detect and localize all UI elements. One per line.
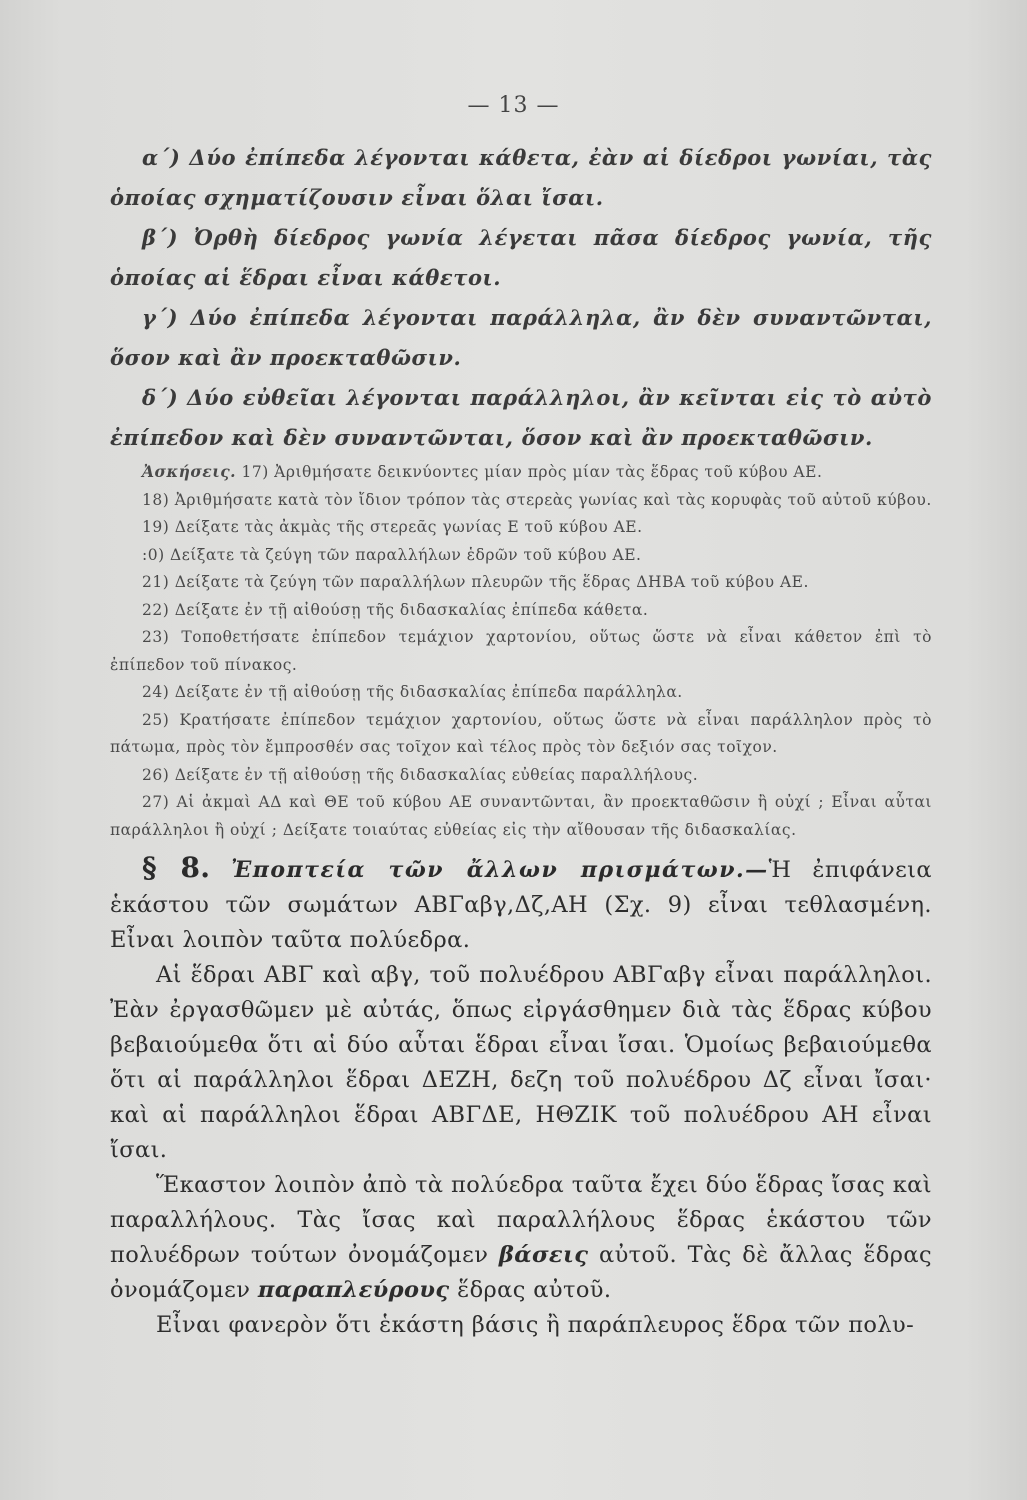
paragraph-definitions-bases [110, 1168, 932, 1308]
page-number: — 13 — [467, 93, 560, 118]
paragraph-bases-equal: Αἱ ἕδραι ΑΒΓ καὶ αβγ, τοῦ πολυέδρου ΑΒΓαβγ εἶναι παράλληλοι. Ἐὰν ἐργασθῶμεν μὲ αὐτάς, ὅπως εἰργάσθημεν διὰ τὰς ἕδρας κύβου βεβαιούμεθα ὅτι αἱ δύο αὗται ἕδραι εἶναι ἴσαι. Ὁμοίως βεβαιούμεθα ὅτι αἱ παράλληλοι ἕδραι ΔΕΖΗ, δεζη τοῦ πολυέδρου Δζ εἶναι ἴσαι· καὶ αἱ παράλληλοι ἕδραι ΑΒΓΔΕ, ΗΘΖΙΚ τοῦ πολυέδρου ΑΗ εἶναι ἴσαι. [110, 962, 932, 1163]
section-heading [110, 852, 932, 958]
paragraph-text: αὐτοῦ. Τὰς δὲ ἄλλας ἕδρας ὀνομάζομεν [110, 1242, 932, 1303]
exercise-19: 19) Δείξατε τὰς ἀκμὰς τῆς στερεᾶς γωνίας Ε τοῦ κύβου ΑΕ. [142, 518, 643, 536]
exercise-text: 17) Ἀριθμήσατε δεικνύοντες μίαν πρὸς μίαν τὰς ἕδρας τοῦ κύβου ΑΕ. [241, 463, 823, 481]
paragraph-text: Ἕκαστον λοιπὸν ἀπὸ τὰ πολύεδρα ταῦτα ἔχει δύο ἕδρας ἴσας καὶ παραλλήλους. Τὰς ἴσας καὶ παραλλήλους ἕδρας ἑκάστου τῶν πολυέδρων τούτων ὀνομάζομεν [110, 1172, 932, 1268]
section-symbol: § 8. [142, 851, 211, 884]
paragraph-text: ἕδρας αὐτοῦ. [457, 1277, 612, 1303]
exercise-25: 25) Κρατήσατε ἐπίπεδον τεμάχιον χαρτονίου, οὕτως ὥστε νὰ εἶναι παράλληλον πρὸς τὸ πάτωμα, πρὸς τὸν ἔμπροσθέν σας τοῖχον καὶ τέλος πρὸς τὸν δεξιόν σας τοῖχον. [110, 710, 932, 756]
term-bases: βάσεις [498, 1242, 589, 1268]
exercise-18: 18) Ἀριθμήσατε κατὰ τὸν ἴδιον τρόπον τὰς στερεὰς γωνίας καὶ τὰς κορυφὰς τοῦ αὐτοῦ κύβου. [142, 490, 932, 509]
exercise-23: 23) Τοποθετήσατε ἐπίπεδον τεμάχιον χαρτονίου, οὕτως ὥστε νὰ εἶναι κάθετον ἐπὶ τὸ ἐπίπεδον τοῦ πίνακος. [110, 628, 932, 674]
exercise-20: :0) Δείξατε τὰ ζεύγη τῶν παραλλήλων ἑδρῶν τοῦ κύβου ΑΕ. [142, 545, 642, 564]
definition-text: Δύο εὐθεῖαι λέγονται παράλληλοι, ἂν κεῖνται εἰς τὸ αὐτὸ ἐπίπεδον καὶ δὲν συναντῶνται, ὅσον καὶ ἂν προεκταθῶσιν. [110, 385, 932, 450]
paragraph-continuation: Εἶναι φανερὸν ὅτι ἑκάστη βάσις ἢ παράπλευρος ἕδρα τῶν πολυ- [156, 1312, 915, 1338]
definition-text: Δύο ἐπίπεδα λέγονται κάθετα, ἐὰν αἱ δίεδροι γωνίαι, τὰς ὁποίας σχηματίζουσιν εἶναι ὅλαι ἴσαι. [110, 145, 932, 210]
exercises-heading: Ἀσκήσεις. [142, 462, 237, 481]
exercise-26: 26) Δείξατε ἐν τῇ αἰθούσῃ τῆς διδασκαλίας εὐθείας παραλλήλους. [142, 765, 699, 784]
term-lateral-faces: παραπλεύρους [257, 1277, 450, 1303]
definition-alpha [110, 138, 932, 218]
definition-text: Ὀρθὴ δίεδρος γωνία λέγεται πᾶσα δίεδρος γωνία, τῆς ὁποίας αἱ ἕδραι εἶναι κάθετοι. [110, 225, 932, 290]
page-content [110, 138, 932, 1343]
definition-label: β΄) [142, 225, 179, 250]
exercise-21: 21) Δείξατε τὰ ζεύγη τῶν παραλλήλων πλευρῶν τῆς ἕδρας ΔΗΒΑ τοῦ κύβου ΑΕ. [142, 573, 809, 591]
definition-beta [110, 218, 932, 298]
definition-delta [110, 378, 932, 458]
section-title: Ἐποπτεία τῶν ἄλλων πρισμάτων.— [231, 857, 769, 883]
definition-label: δ΄) [142, 385, 179, 410]
exercise-17 [110, 458, 932, 487]
section-intro: Ἡ ἐπιφάνεια ἑκάστου τῶν σωμάτων ΑΒΓαβγ,Δζ,ΑΗ (Σχ. 9) εἶναι τεθλασμένη. Εἶναι λοιπὸν ταῦτα πολύεδρα. [110, 857, 932, 953]
definition-label: γ΄) [142, 305, 179, 330]
definition-gamma [110, 298, 932, 378]
definition-text: Δύο ἐπίπεδα λέγονται παράλληλα, ἂν δὲν συναντῶνται, ὅσον καὶ ἂν προεκταθῶσιν. [110, 305, 932, 370]
definition-label: α΄) [142, 145, 181, 170]
exercise-24: 24) Δείξατε ἐν τῇ αἰθούσῃ τῆς διδασκαλίας ἐπίπεδα παράλληλα. [142, 683, 683, 701]
exercise-22: 22) Δείξατε ἐν τῇ αἰθούσῃ τῆς διδασκαλίας ἐπίπεδα κάθετα. [142, 600, 649, 619]
exercise-27: 27) Αἱ ἀκμαὶ ΑΔ καὶ ΘΕ τοῦ κύβου ΑΕ συναντῶνται, ἂν προεκταθῶσιν ἢ οὐχί ; Εἶναι αὗται παράλληλοι ἢ οὐχί ; Δείξατε τοιαύτας εὐθείας εἰς τὴν αἴθουσαν τῆς διδασκαλίας. [110, 793, 932, 839]
